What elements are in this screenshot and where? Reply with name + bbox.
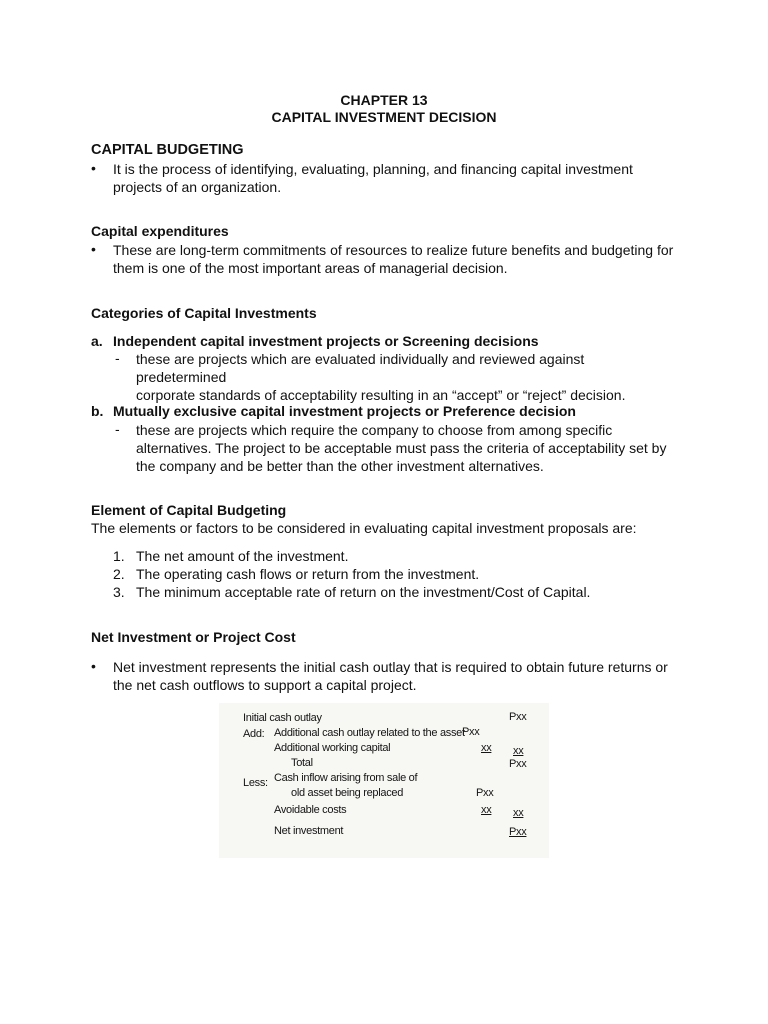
capital-expenditures-definition (113, 241, 683, 277)
list-item-number: 2. (113, 566, 125, 582)
list-item-number: 1. (113, 548, 125, 564)
list-item: The minimum acceptable rate of return on the investment/Cost of Capital. (136, 584, 591, 600)
initial-cash-outlay-label: Initial cash outlay (243, 712, 322, 724)
category-b-description (136, 421, 676, 475)
capital-expenditures-heading: Capital expenditures (91, 223, 229, 239)
category-a-label: a. (91, 333, 103, 349)
bullet-icon: • (91, 658, 96, 674)
avoidable-costs-amount: xx (481, 804, 492, 816)
text-line: the company and be better than the other investment alternatives. (136, 458, 544, 474)
text-line: corporate standards of acceptability resulting in an “accept” or “reject” decision. (136, 387, 626, 403)
capital-budgeting-definition (113, 160, 683, 196)
text-line: these are projects which are evaluated individually and reviewed against predetermined (136, 351, 585, 385)
text-line: These are long-term commitments of resources to realize future benefits and budgeting for (113, 242, 674, 258)
net-investment-computation-image (219, 703, 549, 858)
initial-cash-outlay-amount: Pxx (509, 711, 527, 723)
list-item: The net amount of the investment. (136, 548, 349, 564)
net-investment-amount: Pxx (509, 826, 527, 838)
additional-working-capital-label: Additional working capital (274, 742, 391, 754)
net-investment-definition (113, 658, 683, 694)
bullet-icon: • (91, 241, 96, 257)
less-label: Less: (243, 777, 268, 789)
text-line: Net investment represents the initial cash outlay that is required to obtain future returns or (113, 659, 668, 675)
list-item-number: 3. (113, 584, 125, 600)
total-amount: Pxx (509, 758, 527, 770)
additional-working-capital-amount: xx (481, 742, 492, 754)
elements-heading: Element of Capital Budgeting (91, 502, 287, 518)
chapter-number: CHAPTER 13 (340, 92, 428, 108)
category-a-title: Independent capital investment projects or Screening decisions (113, 333, 539, 349)
text-line: It is the process of identifying, evaluating, planning, and financing capital investment (113, 161, 633, 177)
cash-inflow-label-line2: old asset being replaced (291, 787, 404, 799)
net-investment-label: Net investment (274, 825, 344, 837)
category-b-label: b. (91, 403, 104, 419)
text-line: projects of an organization. (113, 179, 282, 195)
cash-inflow-amount: Pxx (476, 787, 494, 799)
elements-intro: The elements or factors to be considered in evaluating capital investment proposals are: (91, 520, 637, 536)
dash-marker: - (115, 350, 120, 366)
chapter-title: CAPITAL INVESTMENT DECISION (271, 109, 497, 125)
total-label: Total (291, 757, 313, 769)
add-subtotal-amount: xx (513, 745, 524, 757)
text-line: them is one of the most important areas of managerial decision. (113, 260, 508, 276)
cash-inflow-label-line1: Cash inflow arising from sale of (274, 772, 418, 784)
avoidable-costs-label: Avoidable costs (274, 804, 347, 816)
category-a-description (136, 350, 676, 404)
bullet-icon: • (91, 160, 96, 176)
text-line: alternatives. The project to be acceptable must pass the criteria of acceptability set by (136, 440, 667, 456)
dash-marker: - (115, 421, 120, 437)
category-b-title: Mutually exclusive capital investment projects or Preference decision (113, 403, 576, 419)
additional-cash-outlay-label: Additional cash outlay related to the asset (274, 727, 465, 739)
additional-cash-outlay-amount: Pxx (462, 726, 480, 738)
capital-budgeting-heading: CAPITAL BUDGETING (91, 142, 244, 158)
less-subtotal-amount: xx (513, 807, 524, 819)
add-label: Add: (243, 728, 265, 740)
list-item: The operating cash flows or return from the investment. (136, 566, 480, 582)
text-line: the net cash outflows to support a capital project. (113, 677, 417, 693)
text-line: these are projects which require the company to choose from among specific (136, 422, 613, 438)
categories-heading: Categories of Capital Investments (91, 305, 317, 321)
net-investment-heading: Net Investment or Project Cost (91, 629, 296, 645)
